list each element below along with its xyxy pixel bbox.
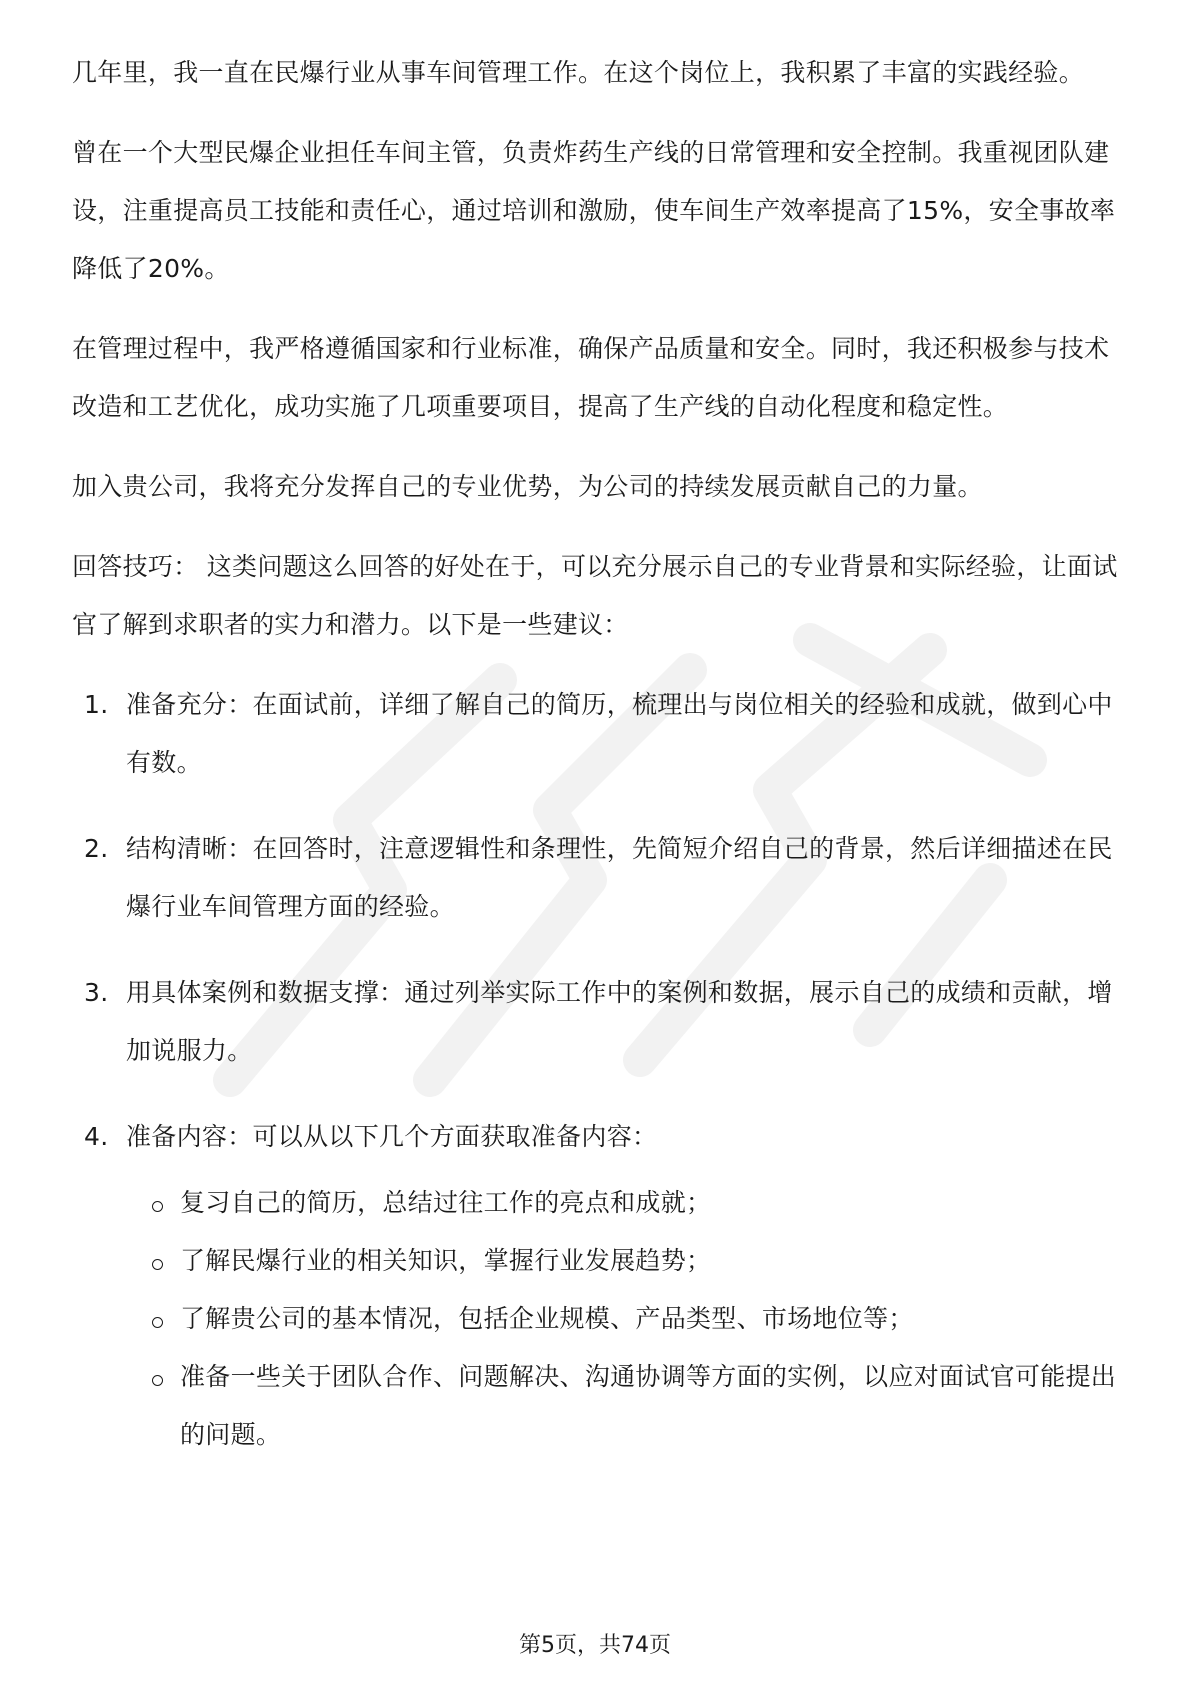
bullet-circle-icon — [152, 1201, 163, 1212]
sublist-item — [126, 1348, 1122, 1464]
paragraph-answer-tips: 回答技巧： 这类问题这么回答的好处在于，可以充分展示自己的专业背景和实际经验，让面试官了解到求职者的实力和潜力。以下是一些建议： — [72, 552, 1118, 639]
list-number: 1. — [84, 690, 109, 719]
list-number: 3. — [84, 978, 109, 1007]
preparation-sublist — [126, 1174, 1122, 1464]
sublist-item-text: 复习自己的简历，总结过往工作的亮点和成就； — [180, 1188, 712, 1217]
sublist-item — [126, 1290, 1122, 1348]
tips-list — [72, 676, 1122, 1464]
list-item — [72, 820, 1122, 936]
bullet-circle-icon — [152, 1375, 163, 1386]
paragraph-supervisor-role: 曾在一个大型民爆企业担任车间主管，负责炸药生产线的日常管理和安全控制。我重视团队建设，注重提高员工技能和责任心，通过培训和激励，使车间生产效率提高了15%，安全事故率降低了20%。 — [72, 138, 1116, 283]
list-item-text: 准备内容：可以从以下几个方面获取准备内容： — [126, 1122, 658, 1151]
list-item-text: 准备充分：在面试前，详细了解自己的简历，梳理出与岗位相关的经验和成就，做到心中有数。 — [126, 690, 1113, 777]
sublist-item-text: 了解民爆行业的相关知识，掌握行业发展趋势； — [180, 1246, 712, 1275]
paragraph-experience-intro: 几年里，我一直在民爆行业从事车间管理工作。在这个岗位上，我积累了丰富的实践经验。 — [72, 58, 1085, 87]
document-page — [72, 44, 1122, 1492]
list-item — [72, 1108, 1122, 1464]
sublist-item — [126, 1174, 1122, 1232]
sublist-item-text: 准备一些关于团队合作、问题解决、沟通协调等方面的实例，以应对面试官可能提出的问题。 — [180, 1362, 1117, 1449]
list-item-text: 用具体案例和数据支撑：通过列举实际工作中的案例和数据，展示自己的成绩和贡献，增加说服力。 — [126, 978, 1113, 1065]
bullet-circle-icon — [152, 1317, 163, 1328]
list-number: 2. — [84, 834, 109, 863]
bullet-circle-icon — [152, 1259, 163, 1270]
sublist-item-text: 了解贵公司的基本情况，包括企业规模、产品类型、市场地位等； — [180, 1304, 914, 1333]
list-item — [72, 676, 1122, 792]
sublist-item — [126, 1232, 1122, 1290]
paragraph-management-process: 在管理过程中，我严格遵循国家和行业标准，确保产品质量和安全。同时，我还积极参与技术改造和工艺优化，成功实施了几项重要项目，提高了生产线的自动化程度和稳定性。 — [72, 334, 1110, 421]
list-item — [72, 964, 1122, 1080]
list-number: 4. — [84, 1122, 109, 1151]
list-item-text: 结构清晰：在回答时，注意逻辑性和条理性，先简短介绍自己的背景，然后详细描述在民爆行业车间管理方面的经验。 — [126, 834, 1113, 921]
paragraph-join-company: 加入贵公司，我将充分发挥自己的专业优势，为公司的持续发展贡献自己的力量。 — [72, 472, 983, 501]
page-number-footer: 第5页，共74页 — [519, 1633, 671, 1658]
